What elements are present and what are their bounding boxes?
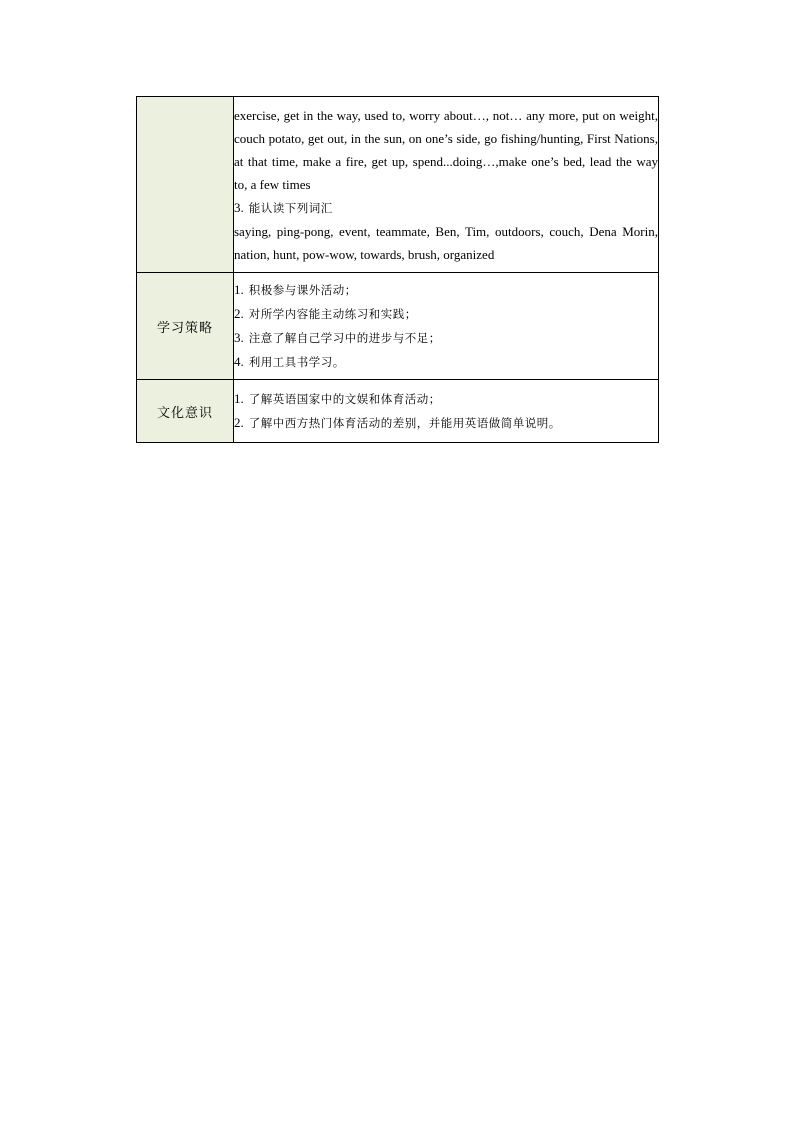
- list-item-number: 2.: [234, 415, 244, 430]
- table-row-learning-strategy: [137, 273, 659, 380]
- list-item: [234, 387, 658, 411]
- item-3-heading: [234, 196, 658, 220]
- list-item: [234, 411, 658, 435]
- row-label-empty: [137, 97, 234, 273]
- list-item-text: 积极参与课外活动；: [248, 283, 357, 297]
- phrase-list: exercise, get in the way, used to, worry about…, not… any more, put on weight, couch potato, get out, in the sun, on one’s side, go fishing/hunting, First Nations, at that time, make a fire, get up, spend...doing…,make one’s bed, lead the way to, a few times: [234, 107, 658, 192]
- table-row-cultural-awareness: [137, 380, 659, 443]
- cultural-awareness-content: [234, 380, 659, 443]
- row-label-cultural-awareness: 文化意识: [137, 380, 234, 443]
- list-item-text: 注意了解自己学习中的进步与不足；: [248, 331, 441, 345]
- list-item-text: 对所学内容能主动练习和实践；: [248, 307, 417, 321]
- list-item-number: 1.: [234, 391, 244, 406]
- list-item-text: 了解中西方热门体育活动的差别，并能用英语做简单说明。: [248, 416, 561, 430]
- table-row-vocabulary: [137, 97, 659, 273]
- list-item: [234, 326, 658, 350]
- list-item: [234, 302, 658, 326]
- vocabulary-content: [234, 97, 659, 273]
- list-item-text: 利用工具书学习。: [248, 355, 345, 369]
- word-list: saying, ping-pong, event, teammate, Ben, Tim, outdoors, couch, Dena Morin, nation, hunt, pow-wow, towards, brush, organized: [234, 223, 658, 262]
- item-3-number: 3.: [234, 199, 244, 215]
- learning-strategy-content: [234, 273, 659, 380]
- list-item: [234, 278, 658, 302]
- row-label-learning-strategy: 学习策略: [137, 273, 234, 380]
- list-item: [234, 350, 658, 374]
- list-item-number: 3.: [234, 330, 244, 345]
- list-item-number: 4.: [234, 354, 244, 369]
- item-3-title: 能认读下列词汇: [248, 200, 333, 215]
- list-item-number: 2.: [234, 306, 244, 321]
- list-item-number: 1.: [234, 282, 244, 297]
- list-item-text: 了解英语国家中的文娱和体育活动；: [248, 392, 441, 406]
- objectives-table: [136, 96, 659, 443]
